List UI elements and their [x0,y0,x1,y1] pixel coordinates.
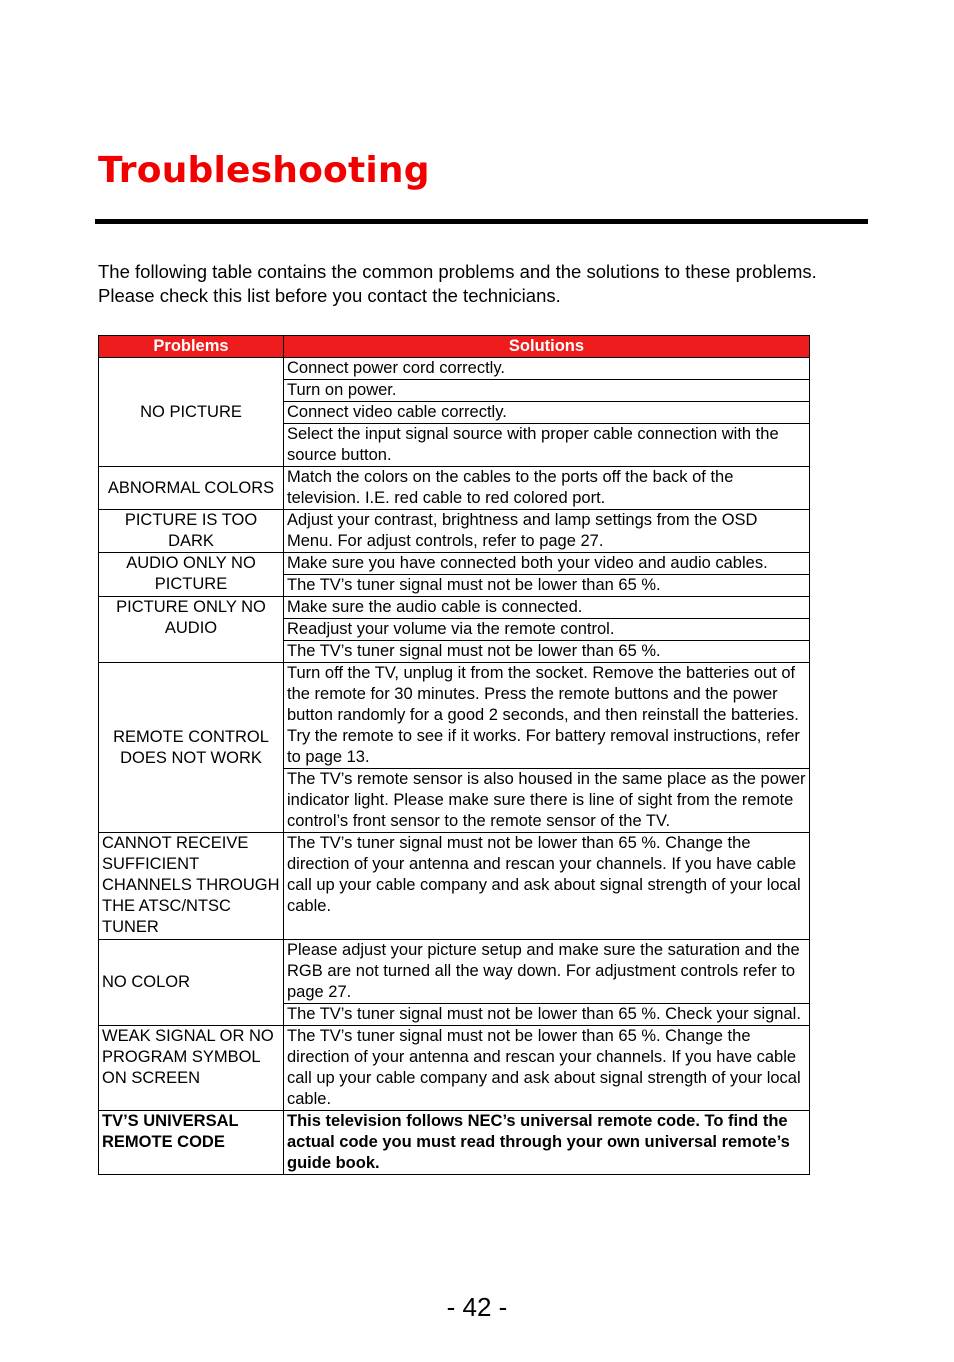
table-row [99,467,810,510]
solution-cell: Connect power cord correctly. [284,358,810,380]
solution-cell: Adjust your contrast, brightness and lamp settings from the OSD Menu. For adjust controls, refer to page 27. [284,510,810,553]
problem-cell: AUDIO ONLY NO PICTURE [99,553,284,597]
problem-cell: ABNORMAL COLORS [99,467,284,510]
table-row [99,510,810,553]
problem-cell: NO COLOR [99,940,284,1026]
problem-cell: PICTURE ONLY NO AUDIO [99,597,284,663]
table-row [99,597,810,619]
solution-cell: Connect video cable correctly. [284,402,810,424]
solution-cell: The TV’s tuner signal must not be lower than 65 %. [284,575,810,597]
solution-cell: Match the colors on the cables to the ports off the back of the television. I.E. red cable to red colored port. [284,467,810,510]
solution-cell: The TV’s tuner signal must not be lower than 65 %. Change the direction of your antenna and rescan your channels. If you have cable call up your cable company and ask about signal strength of your local cable. [284,1026,810,1111]
solution-cell: Turn on power. [284,380,810,402]
solution-cell: The TV’s tuner signal must not be lower than 65 %. Check your signal. [284,1004,810,1026]
solution-cell: Make sure the audio cable is connected. [284,597,810,619]
page-number: - 42 - [446,1292,508,1322]
table-row [99,553,810,575]
problem-cell: REMOTE CONTROL DOES NOT WORK [99,663,284,833]
intro-paragraph: The following table contains the common problems and the solutions to these problems. Please check this list before you contact the technicians. [98,261,817,306]
problem-cell: WEAK SIGNAL OR NO PROGRAM SYMBOL ON SCREEN [99,1026,284,1111]
table-row [99,1026,810,1111]
solution-cell: Readjust your volume via the remote control. [284,619,810,641]
solution-cell: Please adjust your picture setup and make sure the saturation and the RGB are not turned all the way down. For adjustment controls refer to page 27. [284,940,810,1004]
title-divider [95,219,868,224]
page-title: Troubleshooting [98,150,430,191]
solution-cell: Turn off the TV, unplug it from the socket. Remove the batteries out of the remote for 30 minutes. Press the remote buttons and the power button randomly for a good 2 seconds, and then reinstall the batteries. Try the remote to see if it works. For battery removal instructions, refer to page 13. [284,663,810,769]
table-row [99,1111,810,1175]
table-row [99,663,810,769]
solution-cell: Make sure you have connected both your video and audio cables. [284,553,810,575]
solution-cell: The TV’s remote sensor is also housed in the same place as the power indicator light. Please make sure there is line of sight from the remote control’s front sensor to the remote sensor of the TV. [284,769,810,833]
table-row [99,358,810,380]
solution-cell: Select the input signal source with proper cable connection with the source button. [284,424,810,467]
table-row [99,940,810,1004]
problem-cell: TV’S UNIVERSAL REMOTE CODE [99,1111,284,1175]
solution-cell: The TV’s tuner signal must not be lower than 65 %. [284,641,810,663]
solution-cell: This television follows NEC’s universal remote code. To find the actual code you must read through your own universal remote’s guide book. [284,1111,810,1175]
table-row [99,833,810,940]
problem-cell: PICTURE IS TOO DARK [99,510,284,553]
problem-cell: CANNOT RECEIVE SUFFICIENT CHANNELS THROUGH THE ATSC/NTSC TUNER [99,833,284,940]
solution-cell: The TV’s tuner signal must not be lower than 65 %. Change the direction of your antenna and rescan your channels. If you have cable call up your cable company and ask about signal strength of your local cable. [284,833,810,940]
table-header-row [99,336,810,358]
troubleshooting-table [98,335,810,1175]
header-solutions: Solutions [284,336,810,358]
problem-cell: NO PICTURE [99,358,284,467]
header-problems: Problems [99,336,284,358]
